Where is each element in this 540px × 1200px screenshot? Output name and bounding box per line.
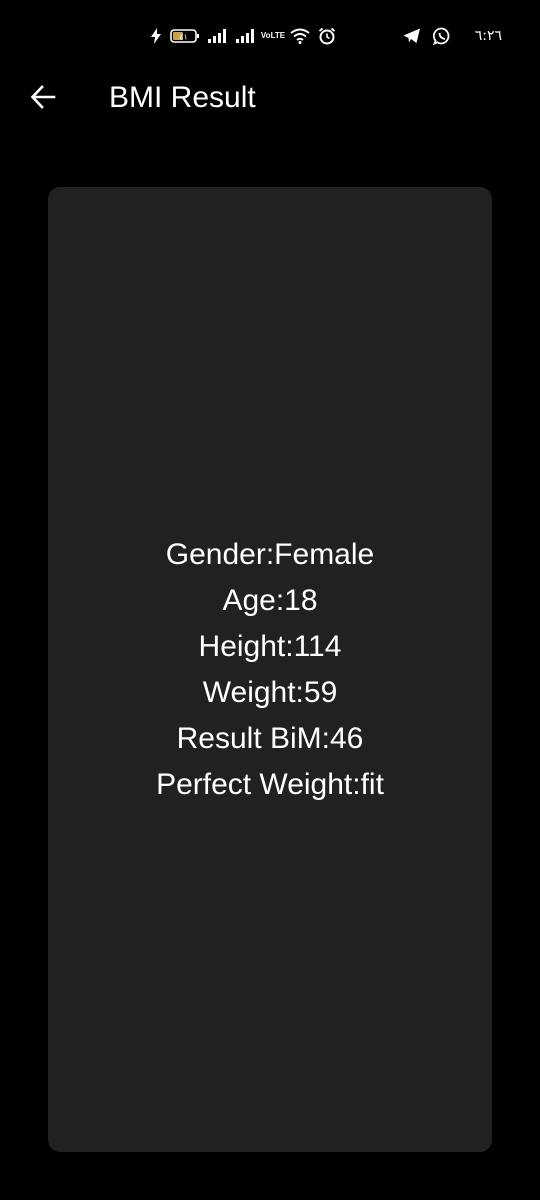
- status-icons-left: [150, 24, 336, 48]
- perfect-weight-text: Perfect Weight:fit: [156, 767, 384, 801]
- battery-icon: [170, 28, 200, 44]
- battery-level: ٤١: [179, 32, 188, 42]
- volte-icon: Vo LTE: [260, 31, 286, 40]
- signal-icon: [236, 29, 256, 43]
- height-text: Height:114: [198, 629, 342, 663]
- signal-icon: [208, 29, 228, 43]
- status-icons-right: [403, 24, 502, 48]
- age-text: Age:18: [222, 583, 318, 617]
- app-bar: [0, 70, 540, 126]
- wifi-icon: [290, 28, 310, 44]
- back-button[interactable]: [28, 82, 58, 112]
- weight-text: Weight:59: [202, 675, 338, 709]
- page-title: BMI Result: [109, 81, 256, 114]
- bmi-result-text: Result BiM:46: [176, 721, 364, 755]
- result-card: [48, 187, 492, 1152]
- whatsapp-icon: [433, 27, 451, 45]
- status-bar: [0, 0, 540, 70]
- alarm-icon: [318, 27, 336, 45]
- status-clock: ٦:٢٦: [474, 28, 502, 44]
- arrow-left-icon: [30, 84, 56, 110]
- gender-text: Gender:Female: [165, 537, 375, 571]
- charging-icon: [150, 28, 162, 44]
- telegram-icon: [403, 28, 421, 44]
